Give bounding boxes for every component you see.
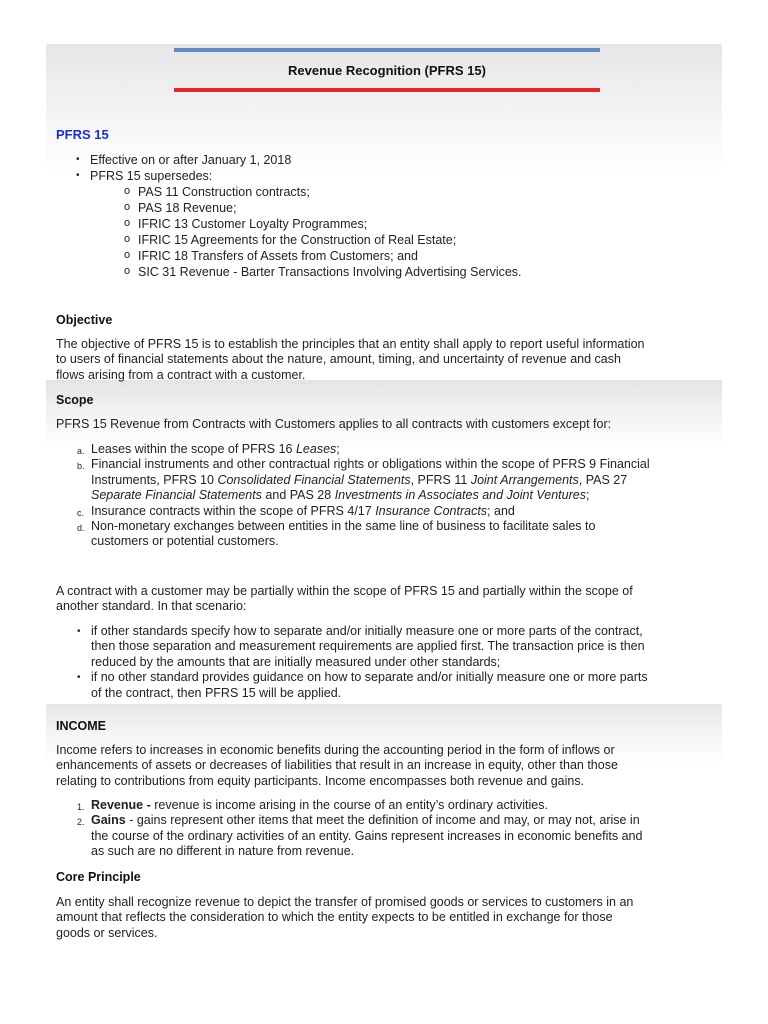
document-page [46,44,722,1004]
list-item: 1. Revenue - revenue is income arising in the course of an entity’s ordinary activities. [77,798,548,812]
scope-intro: PFRS 15 Revenue from Contracts with Customers applies to all contracts with customers except for: [56,417,612,431]
list-item: • Effective on or after January 1, 2018 [76,152,716,168]
list-item: o PAS 11 Construction contracts; [124,184,716,200]
list-item: o IFRIC 13 Customer Loyalty Programmes; [124,216,716,232]
title-top-rule [174,48,600,52]
list-item: • if no other standard provides guidance on how to separate and/or initially measure one or more parts of the contract, then PFRS 15 will be applied. [77,670,717,701]
document-title: Revenue Recognition (PFRS 15) [288,63,486,78]
supersedes-list [90,184,716,280]
list-item: o IFRIC 18 Transfers of Assets from Customers; and [124,248,716,264]
scope-heading: Scope [56,393,94,407]
scope-band [46,380,722,450]
scope-exceptions-list [77,442,717,550]
partial-scope-paragraph: A contract with a customer may be partially within the scope of PFRS 15 and partially within the scope of another standard. In that scenario: [56,584,633,614]
pfrs15-list [76,152,716,280]
list-item: b. Financial instruments and other contractual rights or obligations within the scope of PFRS 9 Financial Instruments, PFRS 10 Consolidated Financial Statements, PFRS 11 Joint Arrangements, PAS 27 Separate Financial Statements and PAS 28 Investments in Associates and Joint Ventures; [77,457,650,503]
core-principle-heading: Core Principle [56,870,141,884]
title-bottom-rule [174,88,600,92]
income-components-list [77,798,717,860]
list-item: o IFRIC 15 Agreements for the Construction of Real Estate; [124,232,716,248]
list-item: • PFRS 15 supersedes: o PAS 11 Construction contracts; o PAS 18 Revenue; o IFRIC 13 Customer Loyalty Programmes; o IFRIC 15 Agreements for the Construction of Real Estate; o IFRIC 18 Transfers of Assets from Customers; and o SIC 31 Revenue - Barter Transactions Involving Advertising Services. [76,168,716,280]
income-paragraph: Income refers to increases in economic benefits during the accounting period in the form of inflows or enhancements of assets or decreases of liabilities that result in an increase in equity, other than those relating to contributions from equity participants. Income encompasses both revenue and gains. [56,743,618,788]
objective-heading: Objective [56,313,113,327]
list-item: d. Non-monetary exchanges between entities in the same line of business to facilitate sales to customers or potential customers. [77,519,596,549]
core-principle-paragraph: An entity shall recognize revenue to depict the transfer of promised goods or services to customers in an amount that reflects the consideration to which the entity expects to be entitled in exchange for those goods or services. [56,895,634,940]
objective-paragraph: The objective of PFRS 15 is to establish the principles that an entity shall apply to report useful information to users of financial statements about the nature, amount, timing, and uncertainty of revenue and cash flows arising from a contract with a customer. [56,337,645,382]
partial-scope-list [77,624,717,701]
pfrs15-heading: PFRS 15 [56,127,109,142]
list-item: • if other standards specify how to separate and/or initially measure one or more parts of the contract, then those separation and measurement requirements are applied first. The transaction price is then reduced by the amounts that are initially measured under other standards; [77,624,717,670]
list-item: a. Leases within the scope of PFRS 16 Leases; [77,442,340,456]
list-item: 2. Gains - gains represent other items that meet the definition of income and may, or may not, arise in the course of the ordinary activities of an entity. Gains represent increases in economic benefits and as such are no different in nature from revenue. [77,813,643,859]
list-item: c. Insurance contracts within the scope of PFRS 4/17 Insurance Contracts; and [77,503,515,518]
list-item: o SIC 31 Revenue - Barter Transactions Involving Advertising Services. [124,264,716,280]
list-item: o PAS 18 Revenue; [124,200,716,216]
income-heading: INCOME [56,719,106,733]
